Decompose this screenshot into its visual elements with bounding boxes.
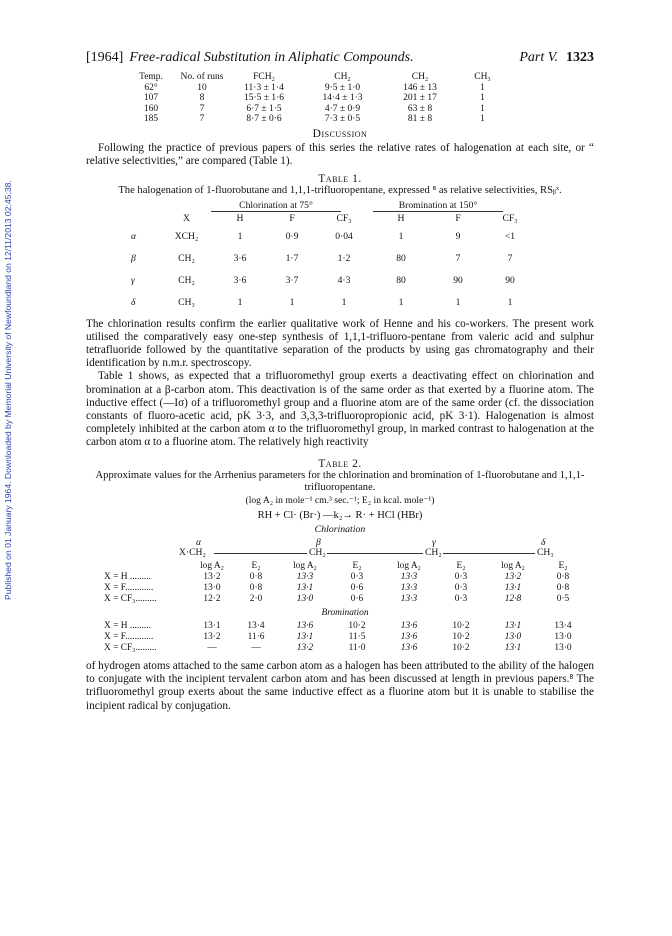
row-label: X = H ......... [104,572,151,583]
table-cell: 3·6 [233,253,247,264]
chain-bond-1 [214,553,307,554]
table-cell: 13·1 [296,632,314,643]
paragraph-3: Table 1 shows, as expected that a trifluoromethyl group exerts a deactivating effect on chlorination and bromination at a β-carbon atom. This deactivation is of the same order as that exerted by a fluorine atom. The inductive effect (—Iσ) of a trifluoromethyl group and a fluorine atom are of the same order (cf. the dissociation constants of fluoro-acetic acid, pK 3·3, and 3,3,3-trifluoropropionic acid, pK 3·1). Halogenation is almost completely inhibited at the carbon atom α to the trifluoromethyl group, in marked contrast to halogenation at the carbon atom α to a fluorine atom. The relatively high reactivity [86,370,594,449]
table-cell: 1 [480,114,485,124]
table2-label: Table 2. [318,457,362,470]
table-cell: 13·6 [400,632,418,643]
discussion-heading: Discussion [312,127,368,140]
table-cell: 7 [199,114,205,124]
rate-table [126,72,510,125]
col-header: X [183,213,190,224]
table-cell: 80 [396,275,406,286]
chain-ch2-2: CH₂ [425,546,442,558]
header-year: [1964] [86,50,124,65]
table-cell: 0·04 [335,231,353,242]
reaction-equation: RH + Cl· (Br·) —k₂→ R· + HCl (HBr) [257,510,423,522]
table-cell: 1 [341,297,347,308]
table-row [104,643,586,654]
table-cell: 1·7 [285,253,299,264]
table-cell: 13·3 [296,572,314,583]
col-header: F [455,213,461,224]
table-cell: 2·0 [249,594,263,605]
chain-ch3: CH₃ [537,546,554,558]
table-cell: 12·2 [203,594,221,605]
table-cell: 10·2 [452,643,470,654]
table-cell: — [251,643,261,654]
carbon-chain [86,537,594,561]
table-cell: 12·8 [504,594,522,605]
table-cell: 13·2 [203,632,221,643]
table-cell: 0·6 [350,594,364,605]
table-cell: 9 [455,231,461,242]
table-cell: 10·2 [452,621,470,632]
table2-header [104,561,586,572]
greek-gamma: γ [432,536,436,548]
table-row [131,270,536,292]
table-cell: 13·1 [504,583,522,594]
greek-beta: β [316,536,321,548]
table-cell: 90 [505,275,515,286]
table-row [104,594,586,605]
greek-alpha: α [196,536,202,548]
table-cell: 13·1 [203,621,221,632]
table-row [104,583,586,594]
table-cell: 160 [143,103,159,114]
table-cell: 8 [199,93,205,103]
table-cell: 1 [237,297,243,308]
table-cell: 0·3 [454,583,468,594]
table-cell: 201 ± 17 [403,93,437,103]
table-cell: 11·3 ± 1·4 [244,82,284,93]
table-cell: 0·8 [249,583,263,594]
table-cell: 80 [396,253,406,264]
bromination-label: Bromination [321,607,369,618]
table-cell: 0·9 [285,231,299,242]
table-cell: 15·5 ± 1·6 [243,93,285,103]
chlorination-label: Chlorination [314,524,366,536]
table-cell: 13·3 [400,594,418,605]
table-cell: 13·6 [400,621,418,632]
table-cell: 13·3 [400,583,418,594]
table-cell: 10·2 [452,632,470,643]
table-cell: 1 [398,297,404,308]
table-cell: 7 [199,103,205,114]
table-cell: 13·6 [296,621,314,632]
page-number: 1323 [566,50,594,65]
row-label: X = CF₃......... [104,594,157,605]
col-header: E₂ [352,561,362,572]
table-cell: 0·5 [556,594,570,605]
chain-bond-2 [327,553,423,554]
table2-caption: Approximate values for the Arrhenius parameters for the chlorination and bromination of 1-fluorobutane and 1,1,1-trifluoropentane. [95,469,585,494]
table-cell: 14·4 ± 1·3 [322,93,363,103]
table-cell: 0·8 [556,583,570,594]
table-cell: 0·3 [454,572,468,583]
col-header: H [236,213,244,224]
table-cell: 107 [143,93,159,103]
table-cell: 0·8 [556,572,570,583]
table-cell: 1 [480,93,485,103]
table-cell: CH₂ [178,275,195,286]
table-cell: 4·7 ± 0·9 [324,103,361,114]
table-row [104,621,586,632]
table-cell: 7·3 ± 0·5 [324,114,361,124]
header-title: Free-radical Substitution in Aliphatic Compounds. [129,50,414,65]
table-cell: 9·5 ± 1·0 [324,82,361,93]
table-cell: CH₂ [178,253,195,264]
table-cell: 11·5 [348,632,366,643]
page-body [86,50,594,713]
col-header: CF₃ [502,213,518,224]
table-cell: 185 [143,114,159,124]
greek-delta: δ [541,536,546,548]
table-row [126,114,510,125]
col-header: E₂ [456,561,466,572]
row-label: X = H ......... [104,621,151,632]
col-header: FCH₂ [253,72,275,82]
col-header: CH₃ [474,72,491,82]
table1-header [131,212,536,226]
table-row [104,572,586,583]
table-cell: 10 [197,82,207,93]
table-cell: 11·0 [348,643,366,654]
table-cell: 0·3 [454,594,468,605]
table-cell: 13·2 [203,572,221,583]
bromination-row [104,605,586,621]
table1-label: Table 1. [318,172,362,185]
col-header: log A₂ [501,561,525,572]
col-header [131,212,159,226]
table-cell: 4·3 [337,275,351,286]
table-cell: 1 [398,231,404,242]
col-header: log A₂ [397,561,421,572]
carbon-position: δ [131,297,136,308]
table-cell: 13·1 [504,643,522,654]
table-cell: 13·3 [400,572,418,583]
chain-xch2: X·CH₂ [179,546,206,558]
table-cell: 3·6 [233,275,247,286]
carbon-position: γ [131,275,135,286]
table-cell: XCH₂ [174,231,199,242]
table1-groups [211,200,594,212]
col-header: E₂ [251,561,261,572]
table-cell: 6·7 ± 1·5 [246,103,282,114]
table-cell: 13·1 [504,621,522,632]
table-cell: 13·4 [247,621,265,632]
table-cell: 13·2 [504,572,522,583]
table-row [104,632,586,643]
col-header: CH₂ [411,72,429,82]
table-cell: 62° [144,82,158,93]
table-row [126,83,510,94]
table-cell: 13·0 [296,594,314,605]
table-cell: 8·7 ± 0·6 [246,114,282,124]
carbon-position: β [131,253,136,264]
table-row [126,104,510,115]
col-header: H [397,213,405,224]
col-header: E₂ [558,561,568,572]
row-label: X = F............ [104,583,154,594]
table-cell: — [207,643,217,654]
selectivity-table [131,212,536,314]
arrhenius-table [104,561,586,654]
table-row [126,93,510,104]
col-header: log A₂ [293,561,317,572]
table-cell: 1 [480,82,485,93]
carbon-position: α [131,231,137,242]
table-cell: 1 [289,297,295,308]
table-cell: 10·2 [348,621,366,632]
table-cell: 13·6 [400,643,418,654]
table-cell: 1 [480,103,485,114]
col-header: F [289,213,295,224]
table-cell: CH₃ [178,297,195,308]
table-cell: 11·6 [247,632,265,643]
chain-bond-3 [443,553,535,554]
table-cell: 13·0 [554,632,572,643]
table-cell: 1 [455,297,461,308]
download-notice: Published on 01 January 1964. Downloaded by Memorial University of Newfoundland on 12/11/2013 02:45:38. [3,180,13,600]
table-cell: 13·0 [554,643,572,654]
paragraph-4: of hydrogen atoms attached to the same carbon atom as a halogen has been attributed to the ability of the halogen to conjugate with the incipient tervalent carbon atom and has been discussed at length in previous papers.⁸ The trifluoromethyl group exerts about the same inductive effect as a fluorine atom but it is unable to stabilise the incipient radical by conjugation. [86,659,594,712]
table-row [131,292,536,314]
table-cell: 13·1 [296,583,314,594]
table2-units: (log A₂ in mole⁻¹ cm.³ sec.⁻¹; E₂ in kcal. mole⁻¹) [245,494,435,506]
table-cell: 81 ± 8 [407,114,433,124]
table-cell: 0·6 [350,583,364,594]
table-row [131,226,536,248]
table-cell: 13·4 [554,621,572,632]
bromination-group: Bromination at 150° [373,200,503,212]
table-cell: 13·0 [504,632,522,643]
table-cell: 1 [507,297,513,308]
table-cell: 90 [453,275,463,286]
row-label: X = CF₃......... [104,643,157,654]
col-header: log A₂ [200,561,224,572]
table-cell: 7 [455,253,461,264]
table-cell: 13·2 [296,643,314,654]
col-header: CH₂ [334,72,351,82]
row-label: X = F............ [104,632,154,643]
table-cell: 1·2 [337,253,351,264]
running-header [86,50,594,66]
paragraph-1: Following the practice of previous papers of this series the relative rates of halogenation at each site, or “ relative selectivities,” are compared (Table 1). [86,141,594,167]
paragraph-2: The chlorination results confirm the earlier qualitative work of Henne and his co-workers. The present work utilised the comparatively easy one-step synthesis of 1,1,1-trifluoro-pentane from valeric acid and sulphur tetrafluoride followed by the quantitative separation of the products by using gas chromatography and their identification by n.m.r. spectroscopy. [86,317,594,370]
download-sidebar [3,60,17,600]
table-cell: 7 [507,253,513,264]
table-row [131,248,536,270]
table-cell: 63 ± 8 [407,103,433,114]
col-header: No. of runs [180,72,224,82]
table1-caption: The halogenation of 1-fluorobutane and 1,1,1-trifluoropentane, expressed ⁸ as relative selectivities, RSᵦˣ. [118,184,562,196]
col-header [104,561,190,572]
table-cell: 1 [237,231,243,242]
col-header: CF₃ [336,213,352,224]
chlorination-group: Chlorination at 75° [211,200,341,212]
table-cell: 0·8 [249,572,263,583]
header-part: Part V. [519,50,558,65]
table-cell: 3·7 [285,275,299,286]
table0-header [126,72,510,83]
chain-ch2-1: CH₂ [309,546,326,558]
table-cell: <1 [504,231,516,242]
col-header: Temp. [139,72,163,82]
table-cell: 13·0 [203,583,221,594]
table-cell: 0·3 [350,572,364,583]
table-cell: 146 ± 13 [403,82,437,93]
